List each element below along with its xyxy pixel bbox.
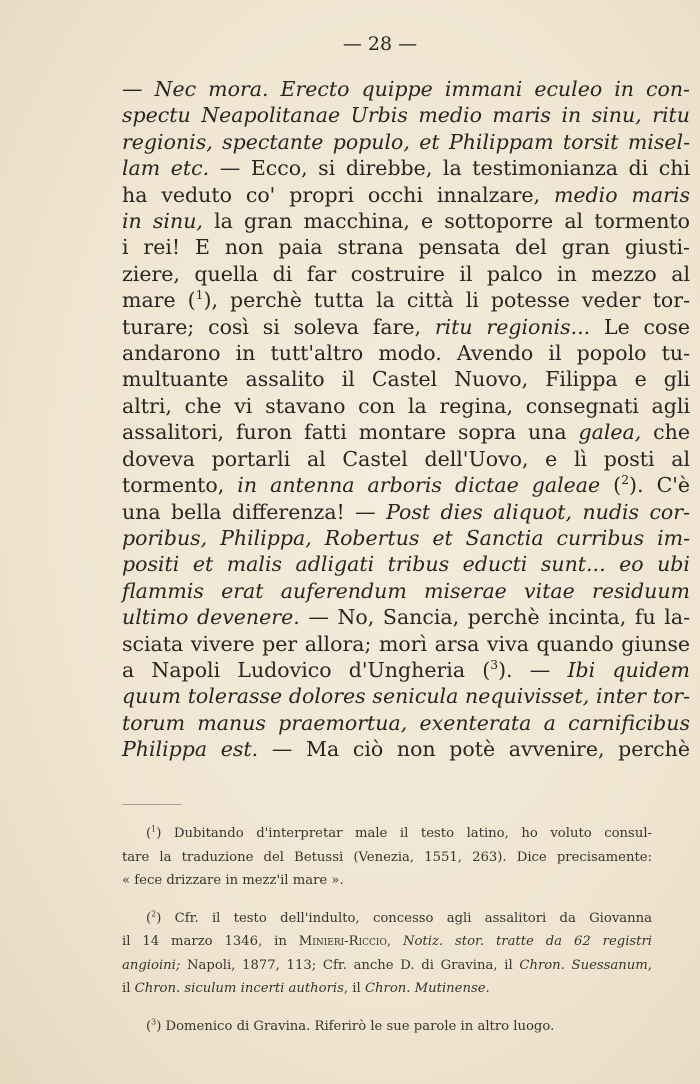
text-segment: torum manus praemortua, exenterata a carnificibus <box>122 710 690 735</box>
footnote-ref: 2 <box>621 473 630 488</box>
body-line <box>122 551 690 577</box>
footnote-line <box>122 1015 652 1039</box>
body-line <box>122 736 690 762</box>
text-segment: Philippa est. <box>122 737 259 762</box>
text-segment: positi et malis adligati tribus educti sunt... eo ubi <box>122 552 690 577</box>
text-segment: Post dies aliquot, nudis cor- <box>386 499 690 524</box>
body-line <box>122 525 690 551</box>
footnote-line <box>122 822 652 846</box>
footnote-ref: 1 <box>151 824 157 834</box>
body-line <box>122 234 690 260</box>
text-segment: ritu regionis... <box>434 314 591 339</box>
body-line <box>122 472 690 498</box>
footnote <box>122 907 652 1001</box>
body-text <box>122 76 690 763</box>
text-segment: la gran macchina, e sottoporre al tormento <box>202 209 690 234</box>
text-segment: « fece drizzare in mezz'il mare ». <box>122 873 344 888</box>
body-line <box>122 155 690 181</box>
text-segment: ) Cfr. il testo dell'indulto, concesso agli assalitori da Giovanna <box>156 910 652 926</box>
text-segment: sciata vivere per allora; morì arsa viva quando giunse <box>122 631 690 656</box>
text-segment: medio maris <box>553 182 690 207</box>
text-segment: turare; così si soleva fare, <box>122 314 435 339</box>
text-segment: ). — <box>498 657 568 682</box>
footnote-ref: 1 <box>195 288 204 303</box>
text-segment: altri, che vi stavano con la regina, consegnati agli <box>122 393 690 418</box>
footnote-line <box>122 977 652 1001</box>
text-segment: ( <box>146 910 152 926</box>
body-line <box>122 76 690 102</box>
body-line <box>122 446 690 472</box>
text-segment: ziere, quella di far costruire il palco in mezzo al <box>122 261 690 286</box>
text-segment: , il <box>343 981 365 996</box>
body-line <box>122 102 690 128</box>
body-line <box>122 182 690 208</box>
footnote-ref: 3 <box>151 1017 157 1027</box>
footnote-ref: 2 <box>151 909 157 919</box>
footnote-line <box>122 954 652 978</box>
body-line <box>122 208 690 234</box>
footnotes <box>122 822 652 1052</box>
text-segment: Le cose <box>590 314 690 339</box>
text-segment: galea, <box>578 420 642 445</box>
text-segment: ( <box>146 826 152 841</box>
text-segment: angioini; <box>122 957 181 973</box>
body-line <box>122 631 690 657</box>
text-segment: quum tolerasse dolores senicula nequivisset, inter tor- <box>122 684 690 709</box>
body-line <box>122 314 690 340</box>
body-line <box>122 129 690 155</box>
text-segment: ( <box>600 473 622 498</box>
body-line <box>122 499 690 525</box>
body-line <box>122 261 690 287</box>
text-segment: Chron. Mutinense <box>364 981 486 996</box>
footnote-line <box>122 869 652 893</box>
text-segment: Notiz. stor. tratte da 62 registri <box>402 934 652 949</box>
body-line <box>122 710 690 736</box>
body-line <box>122 604 690 630</box>
text-segment: multuante assalito il Castel Nuovo, Filippa e gli <box>122 367 690 392</box>
text-segment: tare la traduzione del Betussi (Venezia, 1551, 263). Dice precisamente: <box>122 849 652 865</box>
text-segment: mare ( <box>122 288 196 313</box>
text-segment: — Ecco, si direbbe, la testimonianza di chi <box>209 156 690 181</box>
text-segment: che <box>641 420 690 445</box>
text-segment: poribus, Philippa, Robertus et Sanctia curribus im- <box>122 525 690 550</box>
footnote-line <box>122 907 652 931</box>
text-segment: Minieri-Riccio <box>298 934 387 949</box>
footnote <box>122 822 652 893</box>
text-segment: andarono in tutt'altro modo. Avendo il popolo tu- <box>122 341 690 366</box>
body-line <box>122 657 690 683</box>
text-segment: ) Domenico di Gravina. Riferirò le sue parole in altro luogo. <box>156 1018 555 1034</box>
footnote-line <box>122 846 652 870</box>
body-line <box>122 287 690 313</box>
body-line <box>122 578 690 604</box>
text-segment: — Ma ciò non potè avvenire, perchè <box>258 737 690 762</box>
text-segment: Chron. Suessanum <box>519 957 648 973</box>
text-segment: assalitori, furon fatti montare sopra una <box>122 420 579 445</box>
text-segment: Napoli, 1877, 113; Cfr. anche D. di Gravina, il <box>180 957 520 973</box>
text-segment: i rei! E non paia strana pensata del gran giusti- <box>122 235 690 260</box>
text-segment: Chron. siculum incerti authoris <box>134 981 344 996</box>
text-segment: flammis erat auferendum miserae vitae residuum <box>122 578 690 603</box>
footnote <box>122 1015 652 1039</box>
footnote-ref: 3 <box>490 658 499 673</box>
body-line <box>122 419 690 445</box>
text-segment: . <box>485 981 490 996</box>
text-segment: , <box>386 934 403 949</box>
text-segment: una bella differenza! — <box>122 499 387 524</box>
text-segment: Ibi quidem <box>567 657 690 682</box>
footnote-line <box>122 930 652 954</box>
text-segment: regionis, spectante populo, et Philippam torsit misel- <box>122 129 690 154</box>
body-line <box>122 393 690 419</box>
text-segment: tormento, <box>122 473 238 498</box>
text-segment: in antenna arboris dictae galeae <box>237 473 601 498</box>
text-segment: il <box>122 981 135 996</box>
text-segment: — Nec mora. Erecto quippe immani eculeo in con- <box>122 77 690 101</box>
page-number: — 28 — <box>342 33 418 55</box>
body-line <box>122 366 690 392</box>
text-segment: lam etc. <box>122 156 210 181</box>
body-line <box>122 683 690 709</box>
text-segment: ) Dubitando d'interpretar male il testo latino, ho voluto consul- <box>156 826 652 841</box>
text-segment: ( <box>146 1018 152 1034</box>
text-segment: ), perchè tutta la città li potesse veder tor- <box>203 288 690 313</box>
text-segment: spectu Neapolitanae Urbis medio maris in sinu, ritu <box>122 103 690 128</box>
body-line <box>122 340 690 366</box>
text-segment: ultimo devenere. <box>122 605 300 630</box>
text-segment: , <box>647 957 652 973</box>
text-segment: — No, Sancia, perchè incinta, fu la- <box>299 605 690 630</box>
footnote-divider <box>122 804 182 805</box>
text-segment: in sinu, <box>122 209 203 234</box>
text-segment: ). C'è <box>629 473 691 498</box>
text-segment: a Napoli Ludovico d'Ungheria ( <box>122 657 491 682</box>
text-segment: il 14 marzo 1346, in <box>122 934 299 949</box>
text-segment: doveva portarli al Castel dell'Uovo, e lì posti al <box>122 446 690 471</box>
text-segment: ha veduto co' propri occhi innalzare, <box>122 182 554 207</box>
